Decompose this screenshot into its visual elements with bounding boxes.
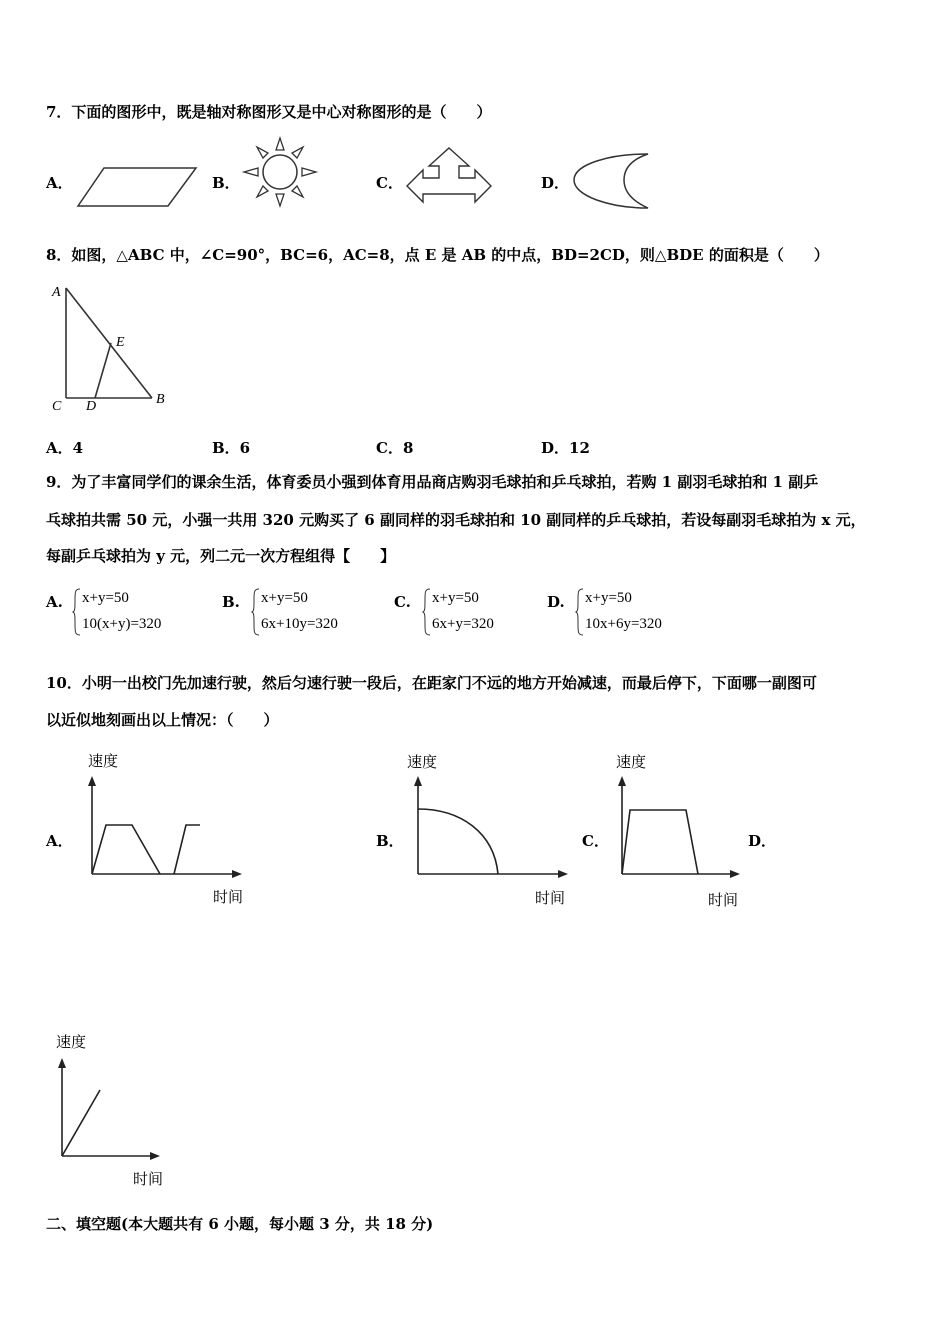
vertex-d-label: D	[86, 399, 97, 414]
triangle-figure	[48, 282, 178, 414]
vertex-e-label: E	[116, 335, 125, 350]
graph-a	[84, 776, 248, 880]
q10-option-b-label: B．	[376, 832, 404, 850]
q8-option-a: A．4	[46, 439, 84, 457]
q10-option-c-label: C．	[582, 832, 609, 850]
q7-text: 7．下面的图形中，既是轴对称图形又是中心对称图形的是（ ）	[46, 103, 492, 121]
graph-a-x-label: 时间	[213, 888, 244, 906]
q9-c-eq2: 6x+y=320	[432, 616, 494, 632]
q7-option-b-label: B．	[212, 174, 240, 192]
q10-option-a-label: A．	[46, 832, 73, 850]
q9-d-eq1: x+y=50	[585, 590, 632, 606]
brace-icon	[422, 588, 432, 636]
q8-option-b: B．6	[212, 439, 251, 457]
q9-c-eq1: x+y=50	[432, 590, 479, 606]
q9-line1: 9．为了丰富同学们的课余生活，体育委员小强到体育用品商店购羽毛球拍和乒乓球拍，若购 1 副羽毛球拍和 1 副乒	[46, 473, 819, 491]
graph-b-x-label: 时间	[535, 889, 566, 907]
vertex-b-label: B	[156, 392, 165, 407]
q10-option-d-label: D．	[748, 832, 777, 850]
q7-option-a-label: A．	[46, 174, 73, 192]
graph-c-y-label: 速度	[616, 753, 647, 771]
crescent-icon	[570, 152, 654, 210]
q9-d-eq2: 10x+6y=320	[585, 616, 662, 632]
q7-option-c-label: C．	[376, 174, 403, 192]
brace-icon	[575, 588, 585, 636]
section-2-title: 二、填空题(本大题共有 6 小题，每小题 3 分，共 18 分)	[46, 1215, 434, 1233]
graph-d-x-label: 时间	[133, 1170, 164, 1188]
q8-option-d: D．12	[541, 439, 590, 457]
q9-option-a-label: A.	[46, 593, 63, 611]
graph-b	[410, 776, 574, 880]
graph-c-x-label: 时间	[708, 891, 739, 909]
graph-a-y-label: 速度	[88, 752, 119, 770]
graph-d	[54, 1058, 164, 1162]
q10-line2: 以近似地刻画出以上情况：（ ）	[46, 711, 279, 729]
sun-icon	[240, 136, 320, 208]
q9-b-eq1: x+y=50	[261, 590, 308, 606]
q9-line2: 乓球拍共需 50 元，小强一共用 320 元购买了 6 副同样的羽毛球拍和 10 副同样的乒乓球拍，若设每副羽毛球拍为 x 元，	[46, 511, 866, 529]
vertex-a-label: A	[52, 285, 61, 300]
q9-option-d-label: D.	[547, 593, 565, 611]
graph-d-y-label: 速度	[56, 1033, 87, 1051]
q9-line3: 每副乒乓球拍为 y 元，列二元一次方程组得【 】	[46, 547, 396, 565]
q8-text: 8．如图，△ABC 中，∠C=90°，BC=6，AC=8，点 E 是 AB 的中点，BD=2CD，则△BDE 的面积是（ ）	[46, 246, 829, 264]
brace-icon	[72, 588, 82, 636]
three-arrow-icon	[405, 146, 493, 208]
q9-option-b-label: B.	[222, 593, 240, 611]
brace-icon	[251, 588, 261, 636]
q9-option-c-label: C.	[394, 593, 411, 611]
q9-a-eq1: x+y=50	[82, 590, 129, 606]
vertex-c-label: C	[52, 399, 62, 414]
q7-option-d-label: D．	[541, 174, 570, 192]
q8-option-c: C．8	[376, 439, 414, 457]
q10-line1: 10．小明一出校门先加速行驶，然后匀速行驶一段后，在距家门不远的地方开始减速，而最后停下，下面哪一副图可	[46, 674, 817, 692]
graph-c	[614, 776, 744, 880]
q9-a-eq2: 10(x+y)=320	[82, 616, 162, 632]
q9-b-eq2: 6x+10y=320	[261, 616, 338, 632]
graph-b-y-label: 速度	[407, 753, 438, 771]
parallelogram-icon	[76, 166, 198, 208]
